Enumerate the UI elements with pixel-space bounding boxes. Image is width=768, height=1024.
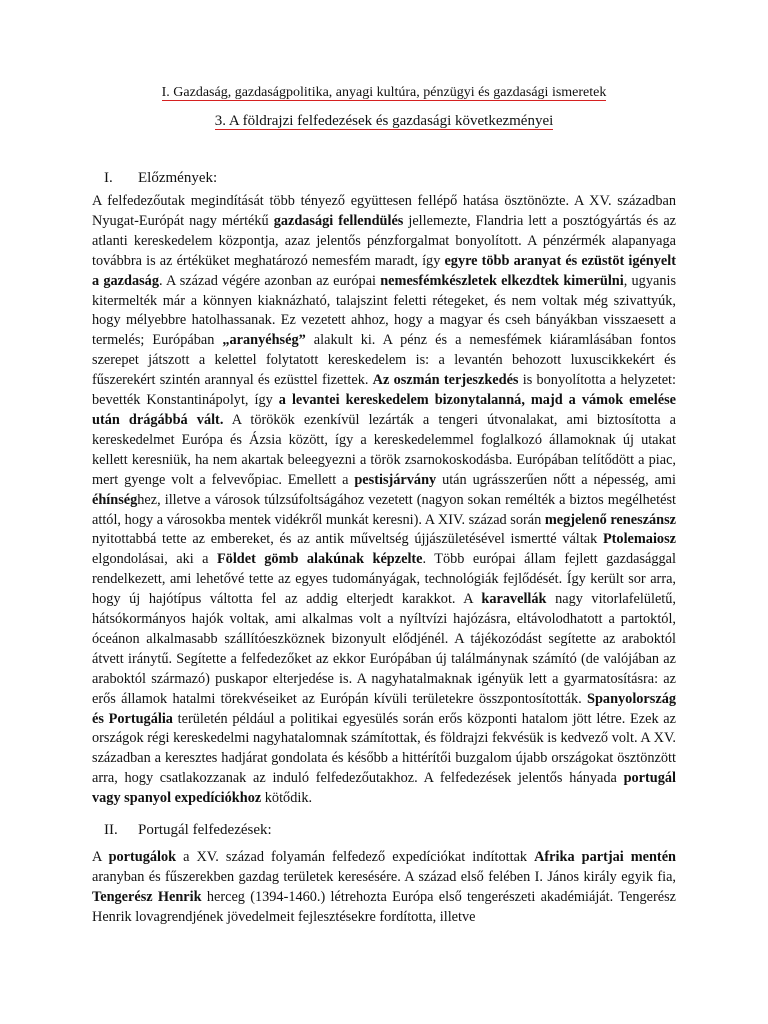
text-run: elgondolásai, aki a: [92, 551, 217, 568]
bold-text-run: pestisjárvány: [354, 471, 437, 488]
bold-text-run: Az oszmán terjeszkedés: [372, 372, 519, 389]
text-run: . A század végére azonban az európai: [158, 272, 381, 289]
section-title-2: Portugál felfedezések:: [138, 822, 272, 838]
bold-text-run: a levantei kereskedelem bizonytalanná, majd a vámok emelése után drágábbá vált.: [92, 392, 676, 428]
bold-text-run: gazdasági fellendülés: [273, 212, 404, 229]
text-run: aranyban és fűszerekben gazdag területek keresésére. A század első felében I. János király egyik fia,: [92, 868, 676, 885]
bold-text-run: Tengerész Henrik: [92, 888, 202, 905]
section-paragraph-1: [92, 192, 676, 809]
text-run: A törökök ezenkívül lezárták a tengeri útvonalakat, ami biztosította a kereskedelmet Európa és Ázsia között, így a kereskedelemmel foglalkozó államoknak új utakat kellett keresniük, ha nem akartak beleegyezni a török zsarnokoskodásba. Európában telítődött a piac, mert gyenge volt a felvevőpiac. Emellett a: [92, 411, 677, 488]
text-run: alakult ki. A pénz és a nemesfémek kiáramlásában fontos szerepet játszott a kelettel folytatott kereskedelem is: a levantén behozott luxuscikkekért és fűszerekért szintén arannyal és ezüsttel fizettek.: [92, 332, 676, 389]
document-title-text: I. Gazdaság, gazdaságpolitika, anyagi kultúra, pénzügyi és gazdasági ismeretek: [161, 85, 607, 100]
text-run: nagy vitorlafelületű, hátsókormányos hajók voltak, ami alkalmas volt a nyíltvízi hajózásra, eltávolodhatott a partoktól, óceánon alkalmasabb szállítóeszköznek bizonyult elődjénél. A tájékozódást segítette az araboktól átvett iránytű. Segítette a felfedezőket az ekkor Európában új találmánynak számító (de valójában az araboktól származó) puskapor elterjedése is. A nagyhatalmaknak igényük lett a gyarmatosításra: az erős államok hatalmi törekvéseiket az Európán kívüli területekre összpontosították.: [92, 591, 676, 707]
section-number-2: II.: [104, 822, 118, 838]
text-run: , ugyanis kitermelték már a könnyen kiaknázható, talajszint feletti rétegeket, és nem voltak még szivattyúk, hogy mélyebbre hatolhassanak. Ez vezetett ahhoz, hogy a magyar és cseh bányákban visszaesett a termelés; Európában: [92, 272, 677, 349]
section-title-1: Előzmények:: [138, 170, 218, 186]
bold-text-run: megjelenő reneszánsz: [544, 511, 676, 528]
bold-text-run: portugálok: [108, 849, 177, 865]
section-heading-1: [104, 169, 217, 187]
bold-text-run: karavellák: [481, 591, 547, 608]
document-title: [0, 84, 768, 102]
document-subtitle-text: 3. A földrajzi felfedezések és gazdasági következményei: [214, 113, 554, 129]
bold-text-run: Ptolemaiosz: [602, 531, 676, 548]
text-run: jellemezte, Flandria lett a posztógyártás és az atlanti kereskedelem központja, azaz jelentős pénzforgalmat bonyolított. A pénzérmék alapanyaga továbbra is az értéküket meghatározó nemesfém maradt, így: [92, 212, 677, 269]
bold-text-run: egyre több aranyat és ezüstöt igényelt a gazdaság: [92, 252, 676, 289]
text-run: területén például a politikai egyesülés során erős központi hatalom jött létre. Ezek az országok régi kereskedelmi nagyhatalomnak számítottak, és földrajzi fekvésük is kedvező volt. A XV. században a keresztes hadjárat gondolata és később a hittérítői buzgalom újabb országokat ösztönzött arra, hogy csatlakozzanak az induló felfedezőutakhoz. A felfedezések jelentős hányada: [92, 710, 676, 787]
text-run: is bonyolította a helyzetet: bevették Konstantinápolyt, így: [92, 372, 676, 409]
text-run: után ugrásszerűen nőtt a népesség, ami: [436, 471, 676, 488]
bold-text-run: Afrika partjai mentén: [534, 849, 676, 865]
section-number-1: I.: [104, 170, 113, 186]
bold-text-run: „aranyéhség”: [222, 332, 306, 349]
text-run: . Több európai állam fejlett gazdasággal rendelkezett, ami lehetővé tette az egyes tudományágak, technológiák fejlődését. Így került sor arra, hogy új hajótípus váltotta fel az addig elterjedt karakkot. A: [92, 551, 676, 608]
bold-text-run: Spanyolország és Portugália: [92, 690, 676, 727]
bold-text-run: nemesfémkészletek elkezdtek kimerülni: [380, 272, 624, 289]
text-run: A felfedezőutak megindítását több tényező együttesen fellépő hatása ösztönözte. A XV. században Nyugat-Európát nagy mértékű: [92, 193, 676, 229]
section-paragraph-2: [92, 848, 676, 928]
text-run: A: [92, 849, 109, 865]
text-run: herceg (1394-1460.) létrehozta Európa első tengerészeti akadémiáját. Tengerész Henrik lovagrendjének jövedelmeit fejlesztésekre fordította, illetve: [92, 888, 676, 925]
bold-text-run: Földet gömb alakúnak képzelte: [216, 551, 423, 568]
text-run: nyitottabbá tette az embereket, és az antik műveltség újjászületésével ismertté váltak: [92, 531, 603, 548]
section-heading-2: [104, 821, 272, 839]
bold-text-run: portugál vagy spanyol expedíciókhoz: [92, 770, 676, 807]
document-subtitle: [0, 112, 768, 130]
text-run: kötődik.: [261, 790, 313, 807]
text-run: hez, illetve a városok túlzsúfoltságához vezetett (nagyon sokan remélték a biztos megélhetést attól, hogy a városokba mentek vidékről munkát keresni). A XIV. század során: [92, 491, 676, 528]
text-run: a XV. század folyamán felfedező expedíciókat indítottak: [176, 849, 535, 865]
bold-text-run: éhínség: [92, 491, 138, 508]
